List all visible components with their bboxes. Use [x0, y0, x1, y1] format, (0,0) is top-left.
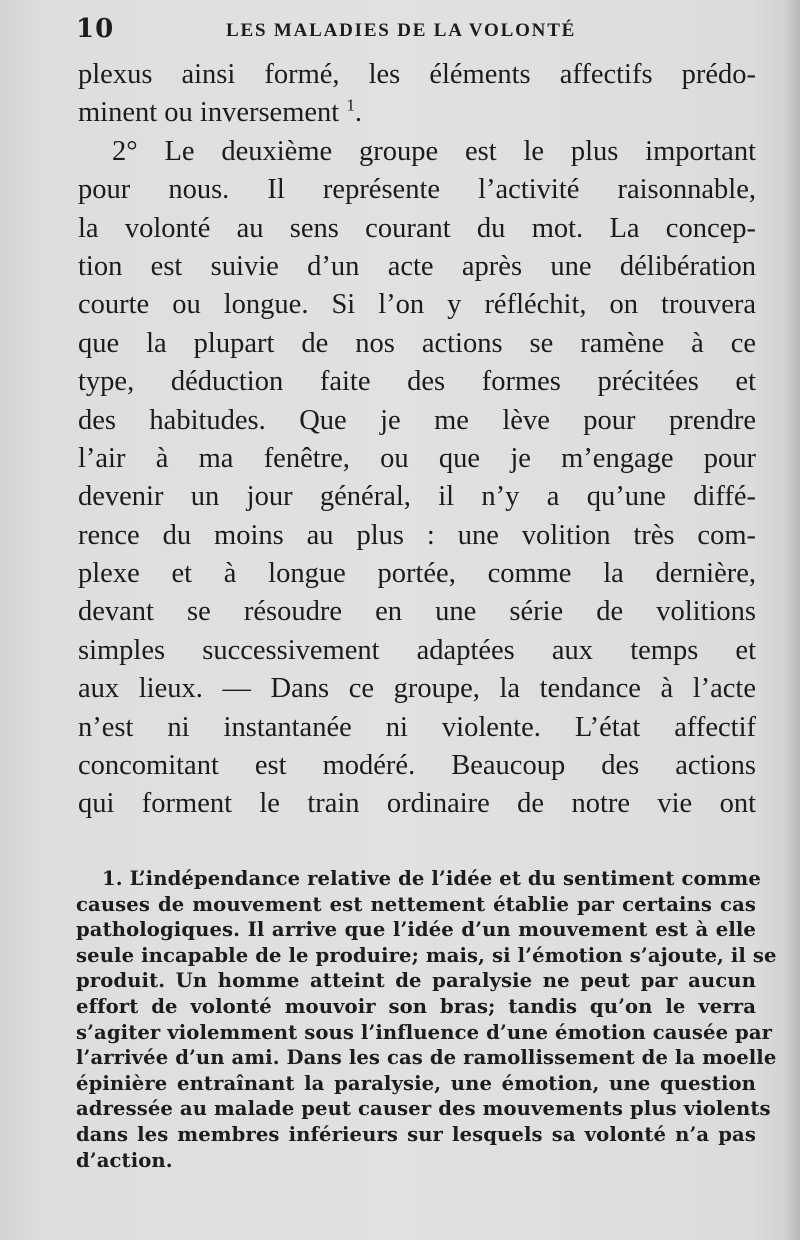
- running-title: LES MALADIES DE LA VOLONTÉ: [226, 20, 577, 41]
- text-line: n’est ni instantanée ni violente. L’état affectif: [78, 711, 756, 743]
- text-line-end: .: [354, 97, 362, 129]
- text-line: que la plupart de nos actions se ramène à ce: [78, 327, 756, 359]
- text-line: qui forment le train ordinaire de notre vie ont: [78, 788, 756, 820]
- text-line: devant se résoudre en une série de volitions: [78, 596, 756, 628]
- footnote-line: s’agiter violemment sous l’influence d’une émotion causée par: [76, 1020, 773, 1044]
- footnote-line: produit. Un homme atteint de paralysie ne peut par aucun: [76, 969, 756, 993]
- footnote-line: causes de mouvement est nettement établie par certains cas: [76, 892, 756, 916]
- text-line: aux lieux. — Dans ce groupe, la tendance à l’acte: [78, 673, 756, 705]
- body-text: [78, 56, 756, 824]
- footnote-line: épinière entraînant la paralysie, une émotion, une question: [76, 1071, 756, 1095]
- footnote-line: 1. L’indépendance relative de l’idée et du sentiment comme: [102, 867, 761, 890]
- text-line: courte ou longue. Si l’on y réfléchit, on trouvera: [78, 289, 756, 321]
- text-line: l’air à ma fenêtre, ou que je m’engage pour: [78, 442, 756, 474]
- text-line: 2° Le deuxième groupe est le plus important: [112, 135, 756, 167]
- text-line: pour nous. Il représente l’activité raisonnable,: [78, 174, 756, 206]
- text-line-content: minent ou inversement: [78, 97, 340, 129]
- text-line: type, déduction faite des formes précitées et: [78, 366, 756, 398]
- text-line: [78, 94, 756, 132]
- text-line: des habitudes. Que je me lève pour prendre: [78, 404, 756, 436]
- footnote-line: seule incapable de le produire; mais, si l’émotion s’ajoute, il se: [76, 943, 777, 967]
- text-line: simples successivement adaptées aux temps et: [78, 634, 756, 666]
- footnote-line: l’arrivée d’un ami. Dans les cas de ramollissement de la moelle: [76, 1046, 777, 1070]
- page-header: [76, 10, 756, 50]
- text-line: rence du moins au plus : une volition très com-: [78, 519, 756, 551]
- footnote-line: dans les membres inférieurs sur lesquels sa volonté n’a pas: [76, 1122, 756, 1146]
- footnote-line: adressée au malade peut causer des mouvements plus violents: [76, 1097, 771, 1121]
- footnote-line: d’action.: [76, 1148, 173, 1172]
- footnote-marker: 1: [346, 95, 355, 115]
- footnote-line: pathologiques. Il arrive que l’idée d’un mouvement est à elle: [76, 918, 756, 942]
- text-line: concomitant est modéré. Beaucoup des actions: [78, 750, 756, 782]
- text-line: devenir un jour général, il n’y a qu’une diffé-: [78, 481, 756, 513]
- text-line: tion est suivie d’un acte après une délibération: [78, 250, 756, 282]
- footnote-line: effort de volonté mouvoir son bras; tandis qu’on le verra: [76, 994, 756, 1018]
- page-number: 10: [76, 14, 115, 44]
- text-line: la volonté au sens courant du mot. La concep-: [78, 212, 756, 244]
- text-line: plexus ainsi formé, les éléments affectifs prédo-: [78, 59, 756, 90]
- text-line: plexe et à longue portée, comme la dernière,: [78, 558, 756, 590]
- page-edge-shadow: [784, 0, 800, 1240]
- footnotes: [76, 866, 777, 1173]
